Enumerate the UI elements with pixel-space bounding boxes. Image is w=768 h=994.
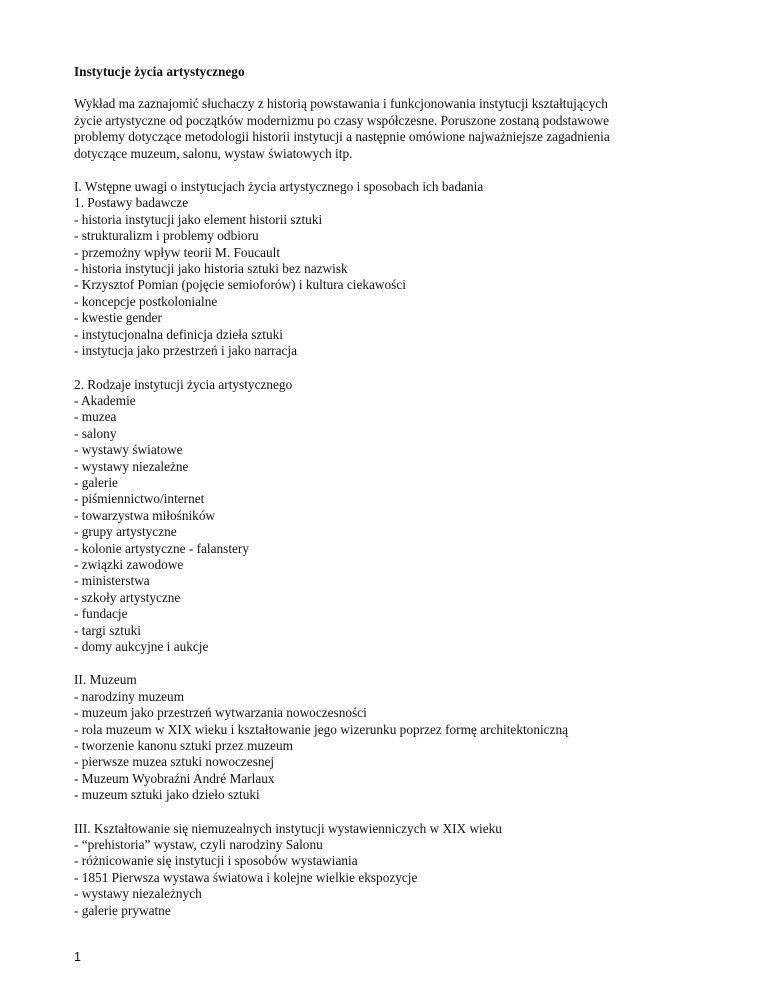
intro-line: Wykład ma zaznajomić słuchaczy z historią powstawania i funkcjonowania instytucji kształtujących (74, 96, 608, 112)
list-item: - różnicowanie się instytucji i sposobów wystawiania (74, 853, 358, 869)
list-item: - koncepcje postkolonialne (74, 293, 218, 309)
list-item: - piśmiennictwo/internet (74, 491, 205, 507)
list-item: - tworzenie kanonu sztuki przez muzeum (74, 738, 293, 754)
list-item: - rola muzeum w XIX wieku i kształtowanie jego wizerunku poprzez formę architektoniczną (74, 721, 569, 737)
list-item: - Akademie (74, 392, 136, 408)
section-exhibitions (74, 821, 714, 919)
list-item: - galerie prywatne (74, 902, 171, 918)
list-item: - targi sztuki (74, 622, 141, 638)
list-item: - muzeum jako przestrzeń wytwarzania nowoczesności (74, 705, 367, 721)
section-heading: II. Muzeum (74, 672, 137, 688)
list-item: - ministerstwa (74, 573, 150, 589)
list-item: - Krzysztof Pomian (pojęcie semioforów) i kultura ciekawości (74, 277, 406, 293)
list-item: - narodziny muzeum (74, 688, 185, 704)
list-item: - muzeum sztuki jako dzieło sztuki (74, 787, 260, 803)
list-item: - kwestie gender (74, 310, 162, 326)
section-research-approaches (74, 179, 714, 359)
list-item: - salony (74, 425, 117, 441)
intro-line: dotyczące muzeum, salonu, wystaw światowych itp. (74, 145, 353, 161)
intro-line: życie artystyczne od początków modernizmu po czasy współczesne. Poruszone zostaną podstawowe (74, 112, 610, 128)
subsection-heading: 1. Postawy badawcze (74, 195, 189, 211)
list-item: - Muzeum Wyobraźni André Marlaux (74, 770, 275, 786)
list-item: - galerie (74, 474, 118, 490)
list-item: - historia instytucji jako historia sztuki bez nazwisk (74, 261, 348, 277)
list-item: - wystawy niezależne (74, 458, 189, 474)
list-item: - grupy artystyczne (74, 524, 177, 540)
section-heading: I. Wstępne uwagi o instytucjach życia artystycznego i sposobach ich badania (74, 179, 484, 195)
list-item: - strukturalizm i problemy odbioru (74, 228, 259, 244)
list-item: - przemożny wpływ teorii M. Foucault (74, 244, 281, 260)
list-item: - szkoły artystyczne (74, 589, 181, 605)
list-item: - instytucjonalna definicja dzieła sztuki (74, 326, 283, 342)
list-item: - muzea (74, 409, 117, 425)
list-item: - wystawy niezależnych (74, 886, 202, 902)
list-item: - historia instytucji jako element historii sztuki (74, 211, 323, 227)
list-item: - związki zawodowe (74, 556, 184, 572)
list-item: - pierwsze muzea sztuki nowoczesnej (74, 754, 275, 770)
section-institution-types (74, 377, 714, 656)
list-item: - instytucja jako przestrzeń i jako narracja (74, 343, 297, 359)
intro-paragraph (74, 96, 714, 162)
page-number: 1 (74, 950, 81, 964)
list-item: - 1851 Pierwsza wystawa światowa i kolejne wielkie ekspozycje (74, 869, 418, 885)
section-heading: III. Kształtowanie się niemuzealnych instytucji wystawienniczych w XIX wieku (74, 820, 502, 836)
section-museum (74, 672, 714, 803)
list-item: - domy aukcyjne i aukcje (74, 639, 209, 654)
document-body (74, 64, 714, 919)
intro-line: problemy dotyczące metodologii historii instytucji a następnie omówione najważniejsze zagadnienia (74, 129, 610, 145)
list-item: - fundacje (74, 606, 128, 622)
list-item: - kolonie artystyczne - falanstery (74, 540, 250, 556)
subsection-heading: 2. Rodzaje instytucji życia artystycznego (74, 376, 293, 392)
list-item: - wystawy światowe (74, 442, 183, 458)
list-item: - towarzystwa miłośników (74, 507, 216, 523)
list-item: - “prehistoria” wystaw, czyli narodziny Salonu (74, 837, 323, 853)
document-title: Instytucje życia artystycznego (74, 64, 245, 79)
